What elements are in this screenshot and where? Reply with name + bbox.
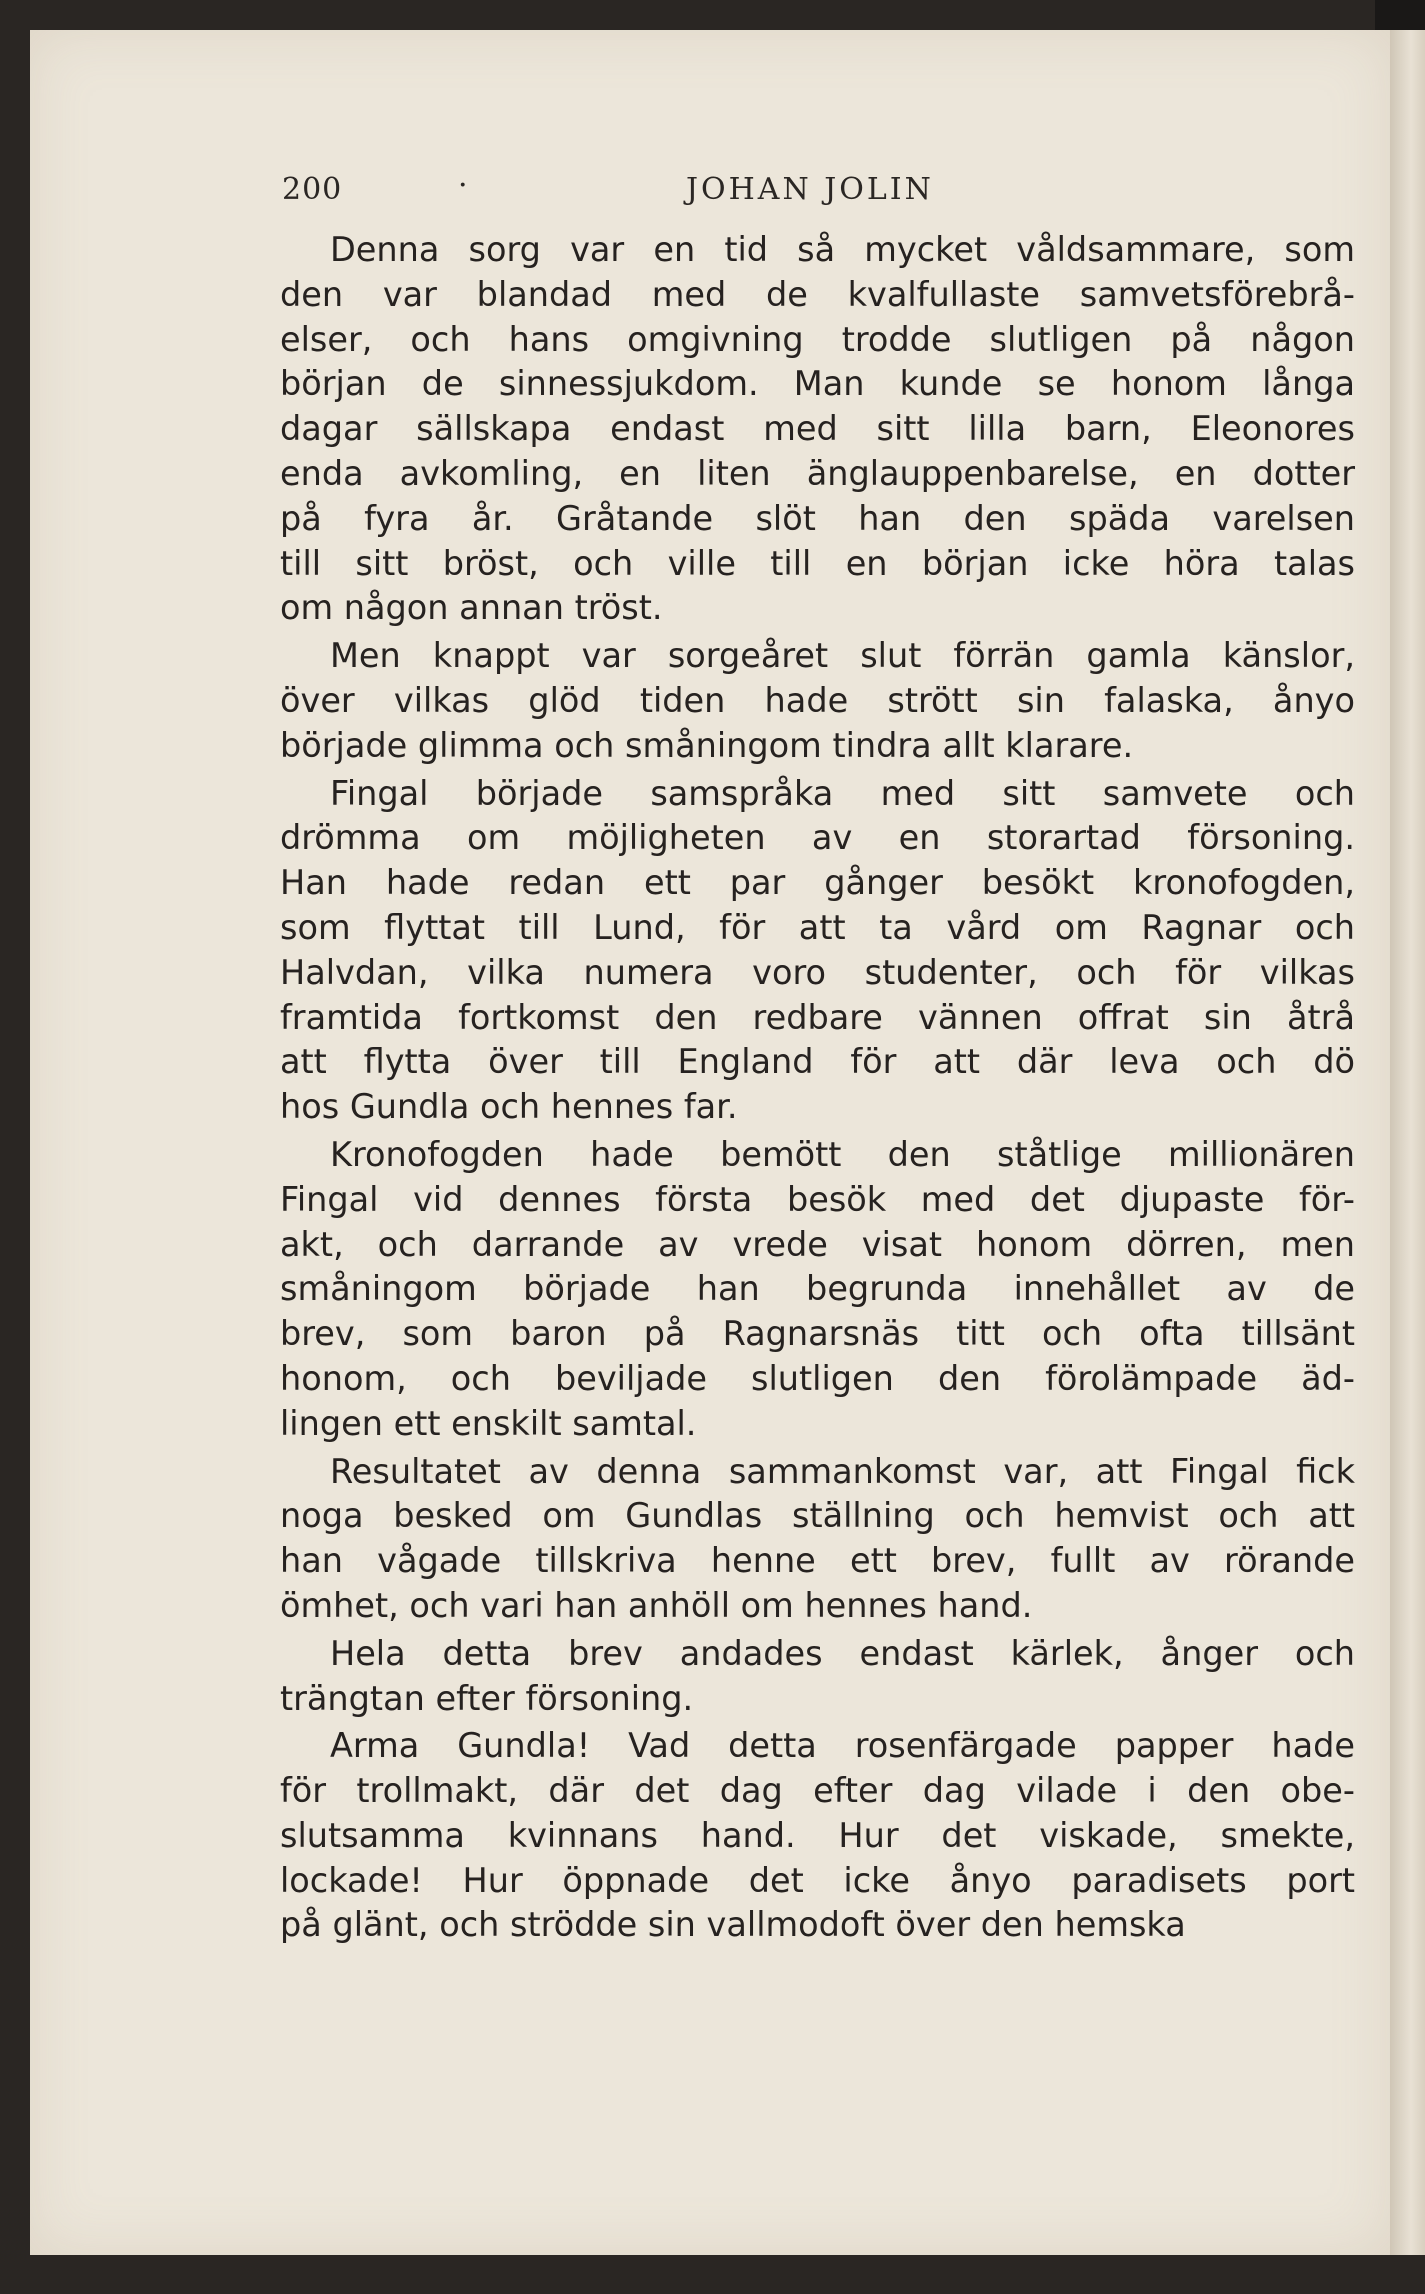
text-line: elser, och hans omgivning trodde slutligen på någon — [280, 319, 1355, 359]
text-line: Fingal började samspråka med sitt samvete och — [330, 773, 1355, 813]
text-line: på fyra år. Gråtande slöt han den späda varelsen — [280, 498, 1355, 538]
paragraph — [280, 1133, 1355, 1447]
paragraph — [280, 228, 1355, 631]
text-line: noga besked om Gundlas ställning och hemvist och att — [280, 1496, 1355, 1536]
text-line: Arma Gundla! Vad detta rosenfärgade papper hade — [330, 1726, 1355, 1766]
running-title: JOHAN JOLIN — [686, 172, 934, 207]
text-line: på glänt, och strödde sin vallmodoft över den hemska — [280, 1905, 1186, 1945]
text-line: trängtan efter försoning. — [280, 1678, 694, 1718]
text-line: Han hade redan ett par gånger besökt kronofogden, — [280, 863, 1355, 903]
page-edge — [1390, 30, 1425, 2255]
text-line: början de sinnessjukdom. Man kunde se honom långa — [280, 364, 1355, 404]
text-line: till sitt bröst, och ville till en början icke höra talas — [280, 543, 1355, 583]
text-line: brev, som baron på Ragnarsnäs titt och ofta tillsänt — [280, 1314, 1355, 1354]
text-line: Resultatet av denna sammankomst var, att Fingal fick — [330, 1451, 1355, 1491]
text-line: om någon annan tröst. — [280, 588, 663, 628]
text-line: enda avkomling, en liten änglauppenbarelse, en dotter — [280, 453, 1355, 493]
text-line: dagar sällskapa endast med sitt lilla barn, Eleonores — [280, 409, 1355, 449]
text-line: ömhet, och vari han anhöll om hennes hand. — [280, 1585, 1033, 1625]
text-line: den var blandad med de kvalfullaste samvetsförebrå- — [280, 274, 1355, 314]
paragraph — [280, 772, 1355, 1130]
paragraph — [280, 634, 1355, 768]
text-line: akt, och darrande av vrede visat honom dörren, men — [280, 1224, 1355, 1264]
text-line: började glimma och småningom tindra allt klarare. — [280, 725, 1134, 765]
text-line: lingen ett enskilt samtal. — [280, 1403, 697, 1443]
text-line: drömma om möjligheten av en storartad försoning. — [280, 818, 1355, 858]
text-line: småningom började han begrunda innehållet av de — [280, 1269, 1355, 1309]
text-line: han vågade tillskriva henne ett brev, fullt av rörande — [280, 1541, 1355, 1581]
text-line: Hela detta brev andades endast kärlek, ånger och — [330, 1633, 1355, 1673]
text-line: över vilkas glöd tiden hade strött sin falaska, ånyo — [280, 680, 1355, 720]
text-line: Kronofogden hade bemött den ståtlige millionären — [330, 1134, 1355, 1174]
scan-border — [1375, 0, 1425, 30]
header-separator: · — [458, 168, 469, 203]
paragraph — [280, 1632, 1355, 1722]
text-line: framtida fortkomst den redbare vännen offrat sin åtrå — [280, 997, 1355, 1037]
text-line: som flyttat till Lund, för att ta vård om Ragnar och — [280, 907, 1355, 947]
text-line: Men knappt var sorgeåret slut förrän gamla känslor, — [330, 636, 1355, 676]
paragraph — [280, 1724, 1355, 1948]
text-line: hos Gundla och hennes far. — [280, 1087, 738, 1127]
text-line: Denna sorg var en tid så mycket våldsammare, som — [330, 230, 1355, 269]
text-line: att flytta över till England för att där leva och dö — [280, 1042, 1355, 1082]
text-line: honom, och beviljade slutligen den förolämpade äd- — [280, 1358, 1355, 1398]
text-line: lockade! Hur öppnade det icke ånyo paradisets port — [280, 1860, 1355, 1900]
text-line: slutsamma kvinnans hand. Hur det viskade, smekte, — [280, 1815, 1355, 1855]
text-line: Fingal vid dennes första besök med det djupaste för- — [280, 1179, 1355, 1219]
body-text — [280, 228, 1355, 1951]
page-number: 200 — [282, 172, 343, 207]
paragraph — [280, 1450, 1355, 1629]
running-header — [282, 168, 1357, 216]
text-line: Halvdan, vilka numera voro studenter, och för vilkas — [280, 952, 1355, 992]
text-line: för trollmakt, där det dag efter dag vilade i den obe- — [280, 1771, 1355, 1811]
